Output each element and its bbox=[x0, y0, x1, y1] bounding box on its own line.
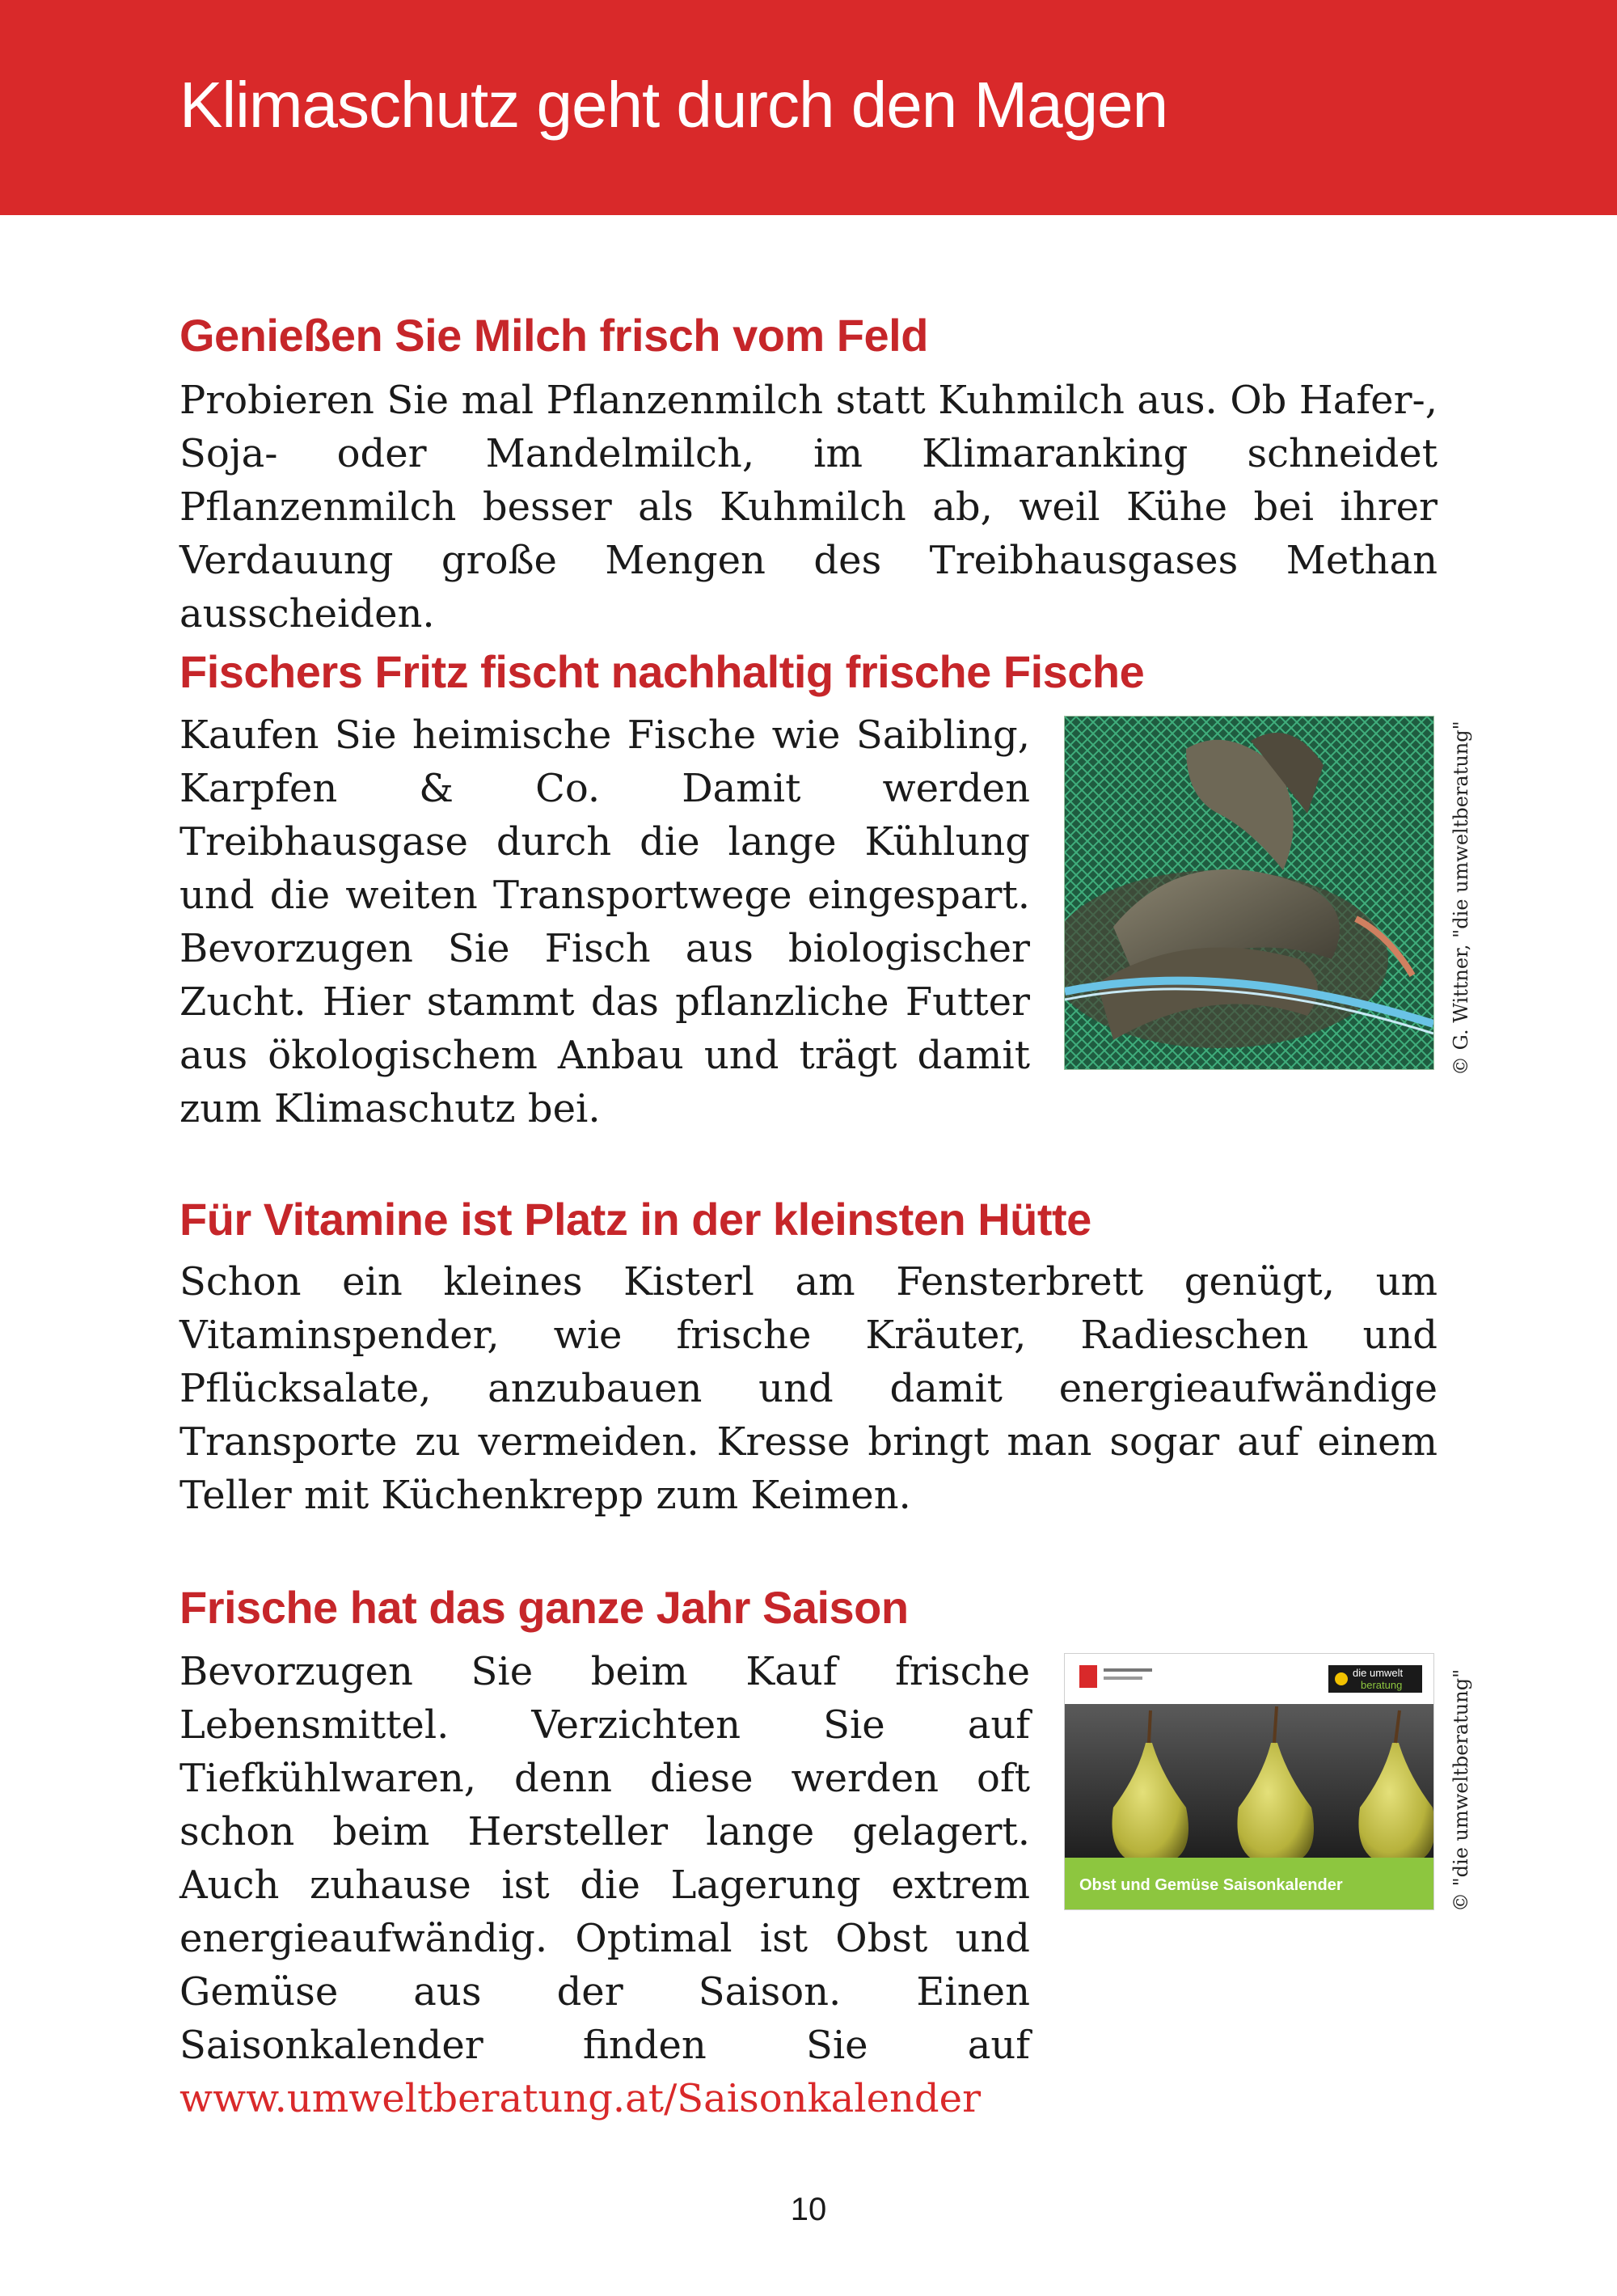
page-title: Klimaschutz geht durch den Magen bbox=[179, 69, 1168, 141]
section-text-vitamins: Schon ein kleines Kisterl am Fensterbrett genügt, um Vitaminspender, wie frische Kräuter, Radieschen und Pflücksalate, anzubauen und damit energieaufwändige Transporte zu vermeiden. Kresse bringt man sogar auf einem Teller mit Küchenkrepp zum Keimen. bbox=[179, 1259, 1438, 1518]
cover-logo-line2: beratung bbox=[1361, 1679, 1403, 1691]
saisonkalender-cover-image bbox=[1065, 1654, 1433, 1909]
section-text-fish: Kaufen Sie heimische Fische wie Saibling, Karpfen & Co. Damit werden Treibhausgase durch die lange Kühlung und die weiten Transportwege eingespart. Bevorzugen Sie Fisch aus biologischer Zucht. Hier stammt das pflanzliche Futter aus ökologischem Anbau und trägt damit zum Klimaschutz bei. bbox=[179, 712, 1030, 1131]
fish-photo-image bbox=[1065, 717, 1433, 1069]
fish-photo bbox=[1064, 716, 1434, 1070]
section-text-season-body: Bevorzugen Sie beim Kauf frische Lebensmittel. Verzichten Sie auf Tiefkühlwaren, denn diese werden oft schon beim Hersteller lange gelagert. Auch zuhause ist die Lagerung extrem energieaufwändig. Optimal ist Obst und Gemüse aus der Saison. Einen Saisonkalender finden Sie auf bbox=[179, 1649, 1030, 2068]
cover-title: Obst und Gemüse Saisonkalender bbox=[1079, 1876, 1343, 1894]
section-title-vitamins: Für Vitamine ist Platz in der kleinsten Hütte bbox=[179, 1194, 1091, 1245]
saisonkalender-cover bbox=[1064, 1653, 1434, 1910]
section-text-season bbox=[179, 1645, 1030, 2125]
cover-logo-line1: die umwelt bbox=[1353, 1667, 1404, 1679]
fish-photo-credit: © G. Wittner, "die umweltberatung" bbox=[1450, 721, 1472, 1076]
section-title-season: Frische hat das ganze Jahr Saison bbox=[179, 1582, 909, 1633]
section-text-milk: Probieren Sie mal Pflanzenmilch statt Kuhmilch aus. Ob Hafer-, Soja- oder Mandelmilch, im Klimaranking schneidet Pflanzenmilch besser als Kuhmilch ab, weil Kühe bei ihrer Verdauung große Mengen des Treibhausgases Methan ausscheiden. bbox=[179, 378, 1438, 636]
section-title-fish: Fischers Fritz fischt nachhaltig frische Fische bbox=[179, 646, 1145, 697]
page-number: 10 bbox=[790, 2192, 827, 2227]
page-header bbox=[0, 0, 1617, 215]
section-title-milk: Genießen Sie Milch frisch vom Feld bbox=[179, 310, 928, 361]
saisonkalender-credit: © "die umweltberatung" bbox=[1450, 1668, 1472, 1912]
saisonkalender-link[interactable]: www.umweltberatung.at/Saisonkalender bbox=[179, 2076, 982, 2121]
